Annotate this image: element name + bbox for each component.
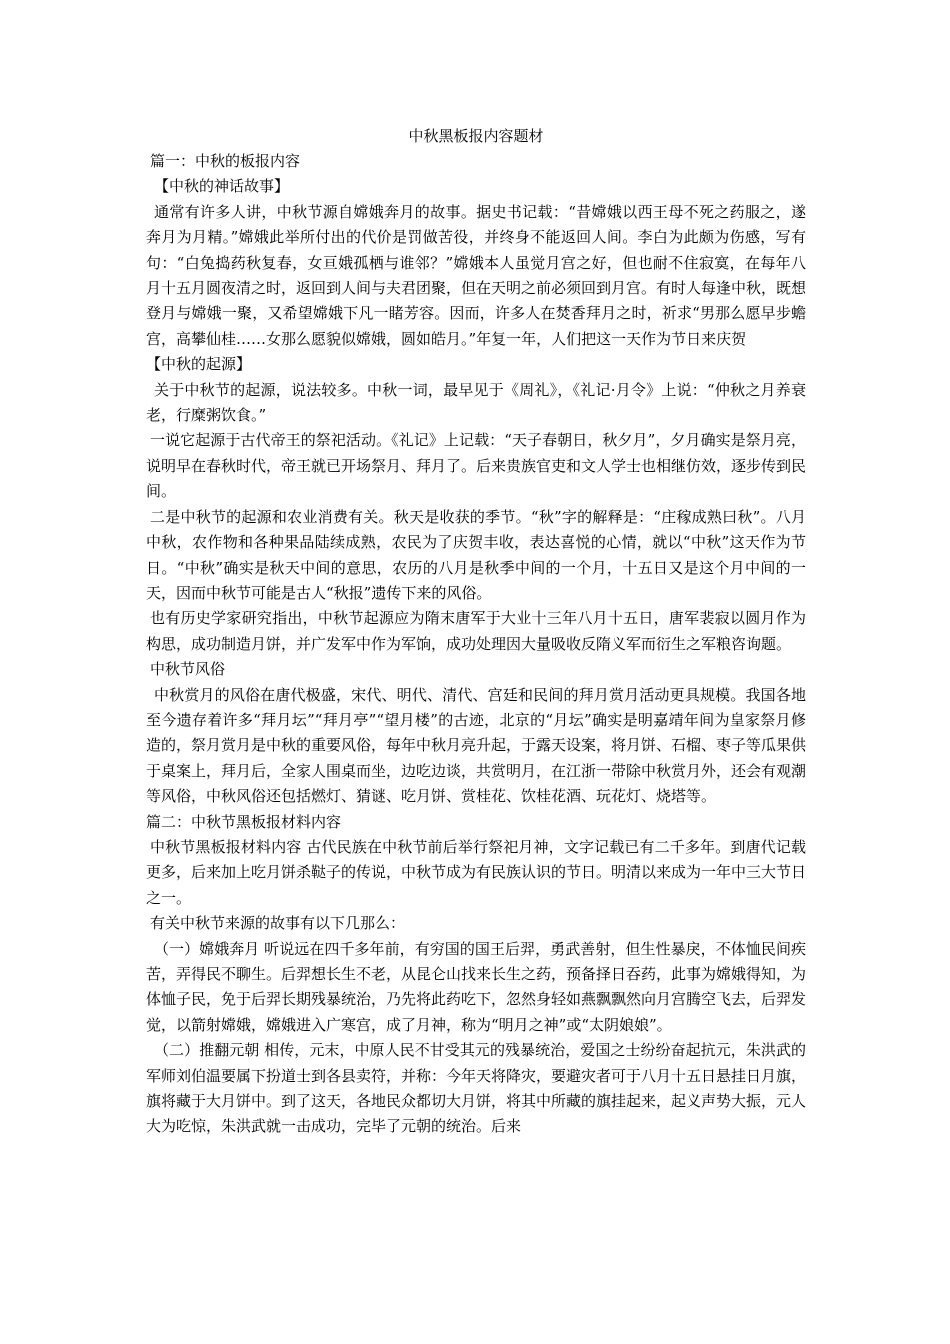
document-page xyxy=(146,124,806,1140)
paragraph: （一）嫦娥奔月 听说远在四千多年前，有穷国的国王后羿，勇武善射，但生性暴戾，不体恤民间疾苦，弄得民不聊生。后羿想长生不老，从昆仑山找来长生之药，预备择日吞药，此事为嫦娥得知，为体恤子民，免于后羿长期残暴统治，乃先将此药吃下，忽然身轻如燕飘飘然向月宫腾空飞去，后羿发觉，以箭射嫦娥，嫦娥进入广寒宫，成了月神，称为“明月之神”或“太阴娘娘”。 xyxy=(146,939,807,1034)
paragraph: 也有历史学家研究指出，中秋节起源应为隋末唐军于大业十三年八月十五日，唐军裴寂以圆月作为构思，成功制造月饼，并广发军中作为军饷，成功处理因大量吸收反隋义军而衍生之军粮咨询题。 xyxy=(146,609,806,653)
paragraph: 关于中秋节的起源，说法较多。中秋一词，最早见于《周礼》，《礼记·月令》上说：“仲秋之月养衰老，行糜粥饮食。” xyxy=(146,380,806,425)
paragraph: 有关中秋节来源的故事有以下几那么： xyxy=(150,914,406,933)
paragraph: 中秋节风俗 xyxy=(150,660,226,679)
paragraph: 篇一：中秋的板报内容 xyxy=(150,152,301,170)
document-title: 中秋黑板报内容题材 xyxy=(408,127,544,145)
paragraph: 篇二：中秋节黑板报材料内容 xyxy=(146,812,342,831)
paragraph: 【中秋的神话故事】 xyxy=(154,177,290,196)
paragraph: 中秋节黑板报材料内容 古代民族在中秋节前后举行祭祀月神，文字记载已有二千多年。到唐代记载更多，后来加上吃月饼杀鞑子的传说，中秋节成为有民族认识的节日。明清以来成为一年中三大节日之一。 xyxy=(146,837,807,907)
paragraph: 一说它起源于古代帝王的祭祀活动。《礼记》上记载：“天子春朝日，秋夕月”，夕月确实是祭月亮，说明早在春秋时代，帝王就已开场祭月、拜月了。后来贵族官吏和文人学士也相继仿效，逐步传到民间。 xyxy=(146,431,807,501)
paragraph: 中秋赏月的风俗在唐代极盛，宋代、明代、清代、宫廷和民间的拜月赏月活动更具规模。我国各地至今遗存着许多“拜月坛”“拜月亭”“望月楼”的古迹，北京的“月坛”确实是明嘉靖年间为皇家祭月修造的，祭月赏月是中秋的重要风俗，每年中秋月亮升起，于露天设案，将月饼、石榴、枣子等瓜果供于桌案上，拜月后，全家人围桌而坐，边吃边谈，共赏明月，在江浙一带除中秋赏月外，还会有观潮等风俗，中秋风俗还包括燃灯、猜谜、吃月饼、赏桂花、饮桂花酒、玩花灯、烧塔等。 xyxy=(146,685,807,806)
paragraph: 二是中秋节的起源和农业消费有关。秋天是收获的季节。“秋”字的解释是：“庄稼成熟曰秋”。八月中秋，农作物和各种果品陆续成熟，农民为了庆贺丰收，表达喜悦的心情，就以“中秋”这天作为节日。“中秋”确实是秋天中间的意思，农历的八月是秋季中间的一个月，十五日又是这个月中间的一天，因而中秋节可能是古人“秋报”遗传下来的风俗。 xyxy=(146,507,806,602)
paragraph: （二）推翻元朝 相传，元末，中原人民不甘受其元的残暴统治，爱国之士纷纷奋起抗元，朱洪武的军师刘伯温要属下扮道士到各县卖符，并称：今年天将降灾，要避灾者可于八月十五日悬挂日月旗，旗将藏于大月饼中。到了这天，各地民众都切大月饼，将其中所藏的旗挂起来，起义声势大振，元人大为吃惊，朱洪武就一击成功，完毕了元朝的统治。后来 xyxy=(146,1041,807,1136)
document-body xyxy=(146,149,806,1140)
paragraph: 【中秋的起源】 xyxy=(146,355,252,374)
paragraph: 通常有许多人讲，中秋节源自嫦娥奔月的故事。据史书记载：“昔嫦娥以西王母不死之药服之，遂奔月为月精。”嫦娥此举所付出的代价是罚做苦役，并终身不能返回人间。李白为此颇为伤感，写有句：“白兔捣药秋复春，女亘娥孤栖与谁邻？”嫦娥本人虽觉月宫之好，但也耐不住寂寞，在每年八月十五月圆夜清之时，返回到人间与夫君团聚，但在天明之前必须回到月宫。有时人每逢中秋，既想登月与嫦娥一聚，又希望嫦娥下凡一睹芳容。因而，许多人在焚香拜月之时，祈求“男那么愿早步蟾宫，高攀仙桂……女那么愿貌似嫦娥，圆如皓月。”年复一年，人们把这一天作为节日来庆贺 xyxy=(146,202,807,348)
